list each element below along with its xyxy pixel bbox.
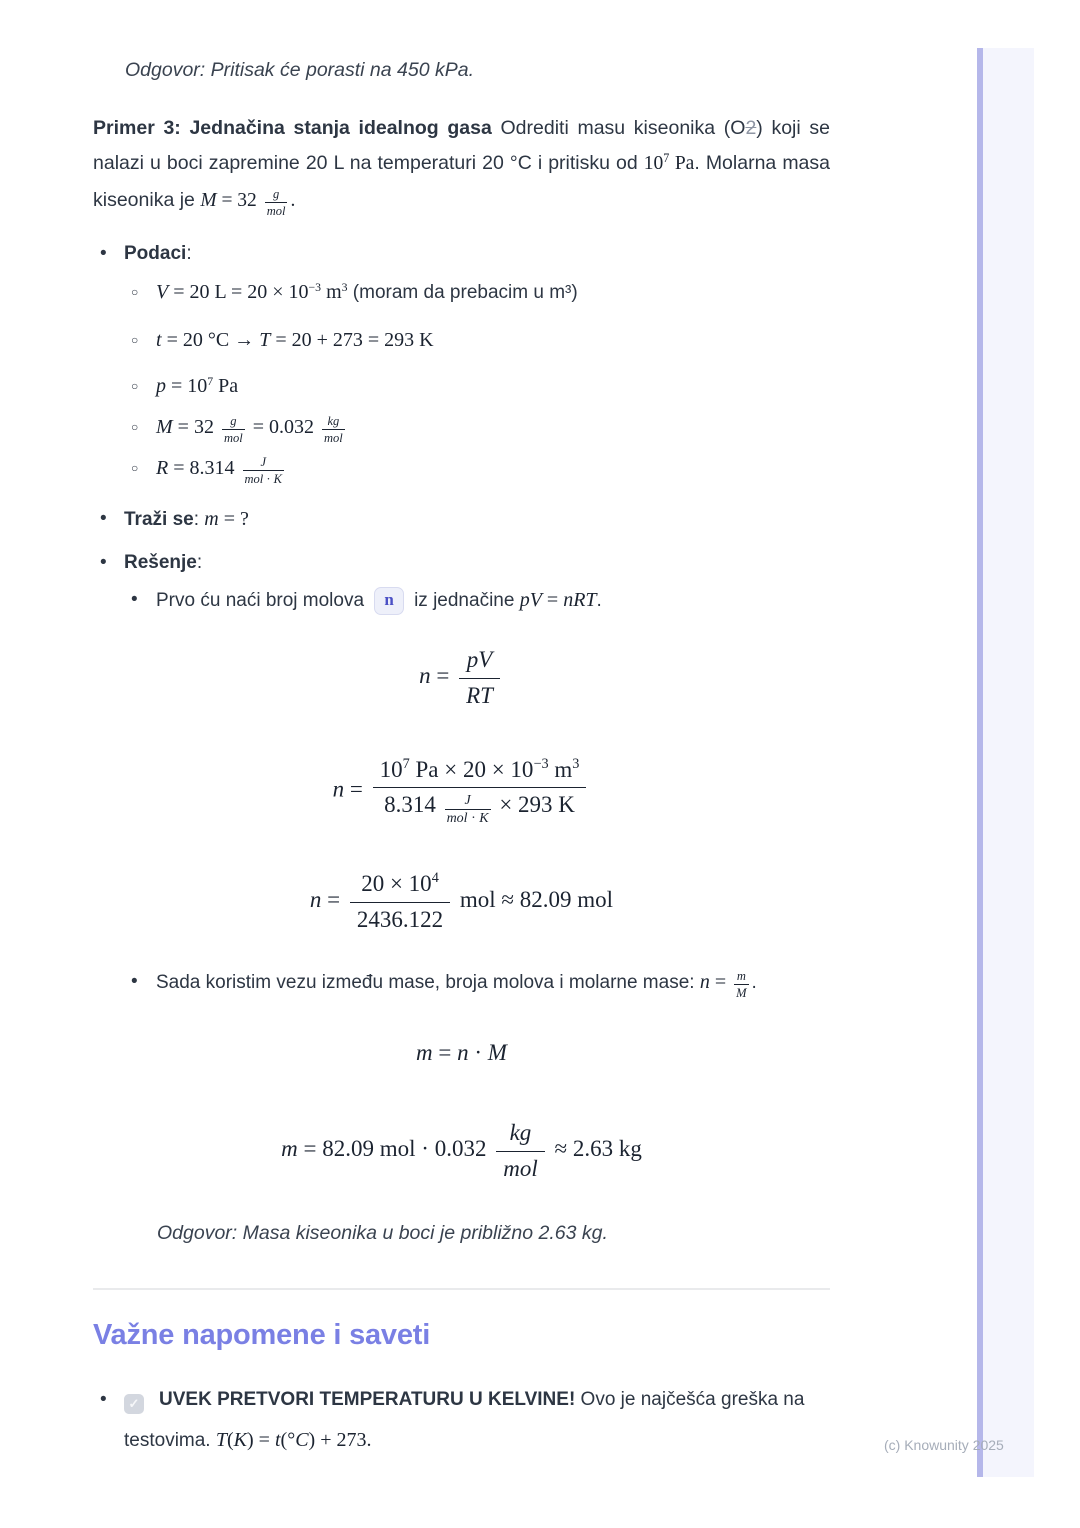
formula [93,1118,830,1184]
bullet-icon: • [131,971,138,993]
fraction [350,869,450,935]
text-run: = ? [218,508,249,530]
list-item [124,372,830,403]
text-run: : [196,552,203,573]
fraction-denominator [496,1152,545,1184]
text-run: m [736,969,746,984]
text-run: t [274,1428,281,1451]
text-run: ) koji se nalazi u boci zapremine 20 L na temperaturi 20 °C i pritisku od [93,117,830,174]
fraction-numerator [496,1118,545,1152]
text-run: m [204,508,219,530]
text-run: Pa × 20 × 10 [409,756,534,782]
fraction [459,645,500,711]
text-run: · [467,811,480,827]
right-page-edge-panel [977,48,1034,1477]
text-run: = [541,589,564,611]
text-run: mol [223,431,243,445]
text-run: m [548,756,573,782]
text-run: RT [466,682,493,708]
paragraph [93,111,830,218]
text-run: g [230,414,237,428]
text-run: ≈ 2.63 kg [548,1136,642,1162]
text-run: R [156,457,169,479]
fraction-numerator [459,645,500,679]
text-run: 7 [663,150,670,165]
text-run: = 0.032 [247,416,319,438]
formula [93,645,830,711]
text-run: . [596,590,602,611]
list-item [124,413,830,445]
fraction-numerator [445,793,491,811]
fraction [265,187,288,218]
text-run: 10 [379,756,403,782]
list-item-text [156,968,830,1000]
text-run: = [344,776,369,801]
divider [93,1288,830,1290]
fraction-denominator [350,903,450,935]
text-run: J [464,792,471,808]
text-run: Primer 3: Jednačina stanja idealnog gasa [93,117,492,139]
text-run: = 20 °C → [161,329,260,351]
text-run: J [260,455,267,469]
text-run: : [193,509,205,530]
fraction-denominator [445,810,491,827]
list-item-text [156,586,830,615]
text-run: M [156,416,173,438]
section-heading: Važne napomene i saveti [93,1318,431,1351]
list-item-text [124,1380,830,1461]
text-run: 4 [431,870,439,887]
text-run: m [281,1136,298,1162]
text-run: mol [323,431,343,445]
text-run: Traži se [124,509,194,530]
text-run: Odgovor: Masa kiseonika u boci je približno 2.63 kg. [157,1221,608,1244]
text-run: T [259,329,271,351]
fraction [496,1118,545,1184]
text-run: 10 [643,153,664,174]
text-run: 20 × 10 [361,870,432,896]
text-run: ) = [247,1428,275,1451]
checked-checkbox-icon: ✓ [124,1394,144,1414]
text-run: = 20 L = 20 × 10 [168,281,309,303]
fraction-numerator [222,414,245,430]
text-run: n [457,1040,469,1066]
text-run: n [419,663,431,689]
text-run: M [736,986,747,1001]
text-run: × 293 K [493,792,575,818]
fraction-denominator [222,430,245,445]
text-run: = 20 + 273 = 293 K [270,329,434,351]
text-run: m [321,281,342,303]
text-run: Sada koristim vezu između mase, broja molova i molarne mase: [156,972,700,994]
text-run: = [432,1040,458,1066]
text-run: (moram da prebacim u m³) [347,282,578,303]
text-run: = [321,886,346,912]
text-run: −3 [308,280,322,294]
text-run: 3 [341,280,348,294]
text-run: mol [244,472,264,486]
fraction-numerator [265,187,288,203]
text-run: mol ≈ 82.09 mol [454,886,614,912]
fraction-numerator [373,755,587,789]
text-run: kg [509,1120,532,1146]
list-item [124,586,830,615]
text-run: · [468,1040,488,1066]
text-run: g [272,187,280,201]
text-run: . [751,972,757,994]
text-run: n [332,776,345,801]
list-item-text [156,326,830,355]
circle-bullet-icon: ○ [131,333,139,347]
text-run: mol [266,204,286,218]
text-run: . [290,190,296,211]
text-run: pV [466,647,493,672]
text-run: = 10 [166,375,208,397]
checklist-item [93,1380,830,1461]
text-run: 2 [745,117,757,139]
fraction [322,414,345,445]
bullet-icon: • [100,243,107,264]
inline-code-chip: n [374,587,403,615]
fraction [243,455,285,486]
text-run: kg [327,414,340,428]
bullet-icon: • [100,1388,107,1410]
formula [93,755,830,827]
text-run: V [156,281,169,303]
text-run: iz jednačine [408,590,520,611]
text-run: · [263,472,274,486]
text-run: T [215,1428,227,1451]
fraction-denominator [322,430,345,445]
fraction-numerator [350,869,450,903]
text-run: t [156,329,162,351]
text-run: K [273,472,283,486]
list-item [124,278,830,309]
text-run: Rešenje [124,552,197,573]
text-run: Pa [669,153,695,174]
text-run: : [186,243,192,264]
list-item [93,240,830,268]
text-run: 7 [402,755,410,772]
text-run: 2436.122 [356,906,444,932]
fraction-denominator [243,471,285,486]
text-run: Podaci [124,243,187,264]
circle-bullet-icon: ○ [131,420,139,434]
text-run: n [309,886,322,912]
circle-bullet-icon: ○ [131,379,139,393]
text-run: Ovo je najčešća greška na testovima. [124,1388,805,1451]
fraction-numerator [322,414,345,430]
text-run: M [487,1040,507,1066]
bullet-icon: • [131,589,138,610]
list-item [93,505,830,534]
text-run: p [156,375,166,397]
list-item [124,968,830,1000]
list-item-text [156,278,830,309]
circle-bullet-icon: ○ [131,461,139,475]
text-run: 3 [572,755,580,772]
list-item-text [124,549,830,577]
fraction-denominator [459,679,500,711]
list-item-text [156,413,830,445]
text-run: Odgovor: Pritisak će porasti na 450 kPa. [125,59,475,81]
text-run: Pa [213,375,239,397]
text-run: nRT [563,589,597,611]
text-run: = [709,971,732,994]
list-item [124,454,830,486]
fraction-denominator [265,203,288,218]
text-run: = 8.314 [168,457,240,479]
text-run: n [699,971,710,994]
list-item-text [124,505,830,534]
bullet-icon: • [100,508,107,529]
text-run: K [479,811,489,827]
text-run: Odrediti masu kiseonika (O [491,117,746,139]
text-run: pV [519,589,542,611]
text-run: Prvo ću naći broj molova [156,590,370,611]
fraction [734,969,748,1000]
text-run: K [233,1428,248,1451]
list-item [93,549,830,577]
text-run: = [430,663,456,689]
text-run: 7 [207,374,214,388]
text-run: m [416,1040,433,1066]
fraction-denominator [373,788,587,827]
text-run: ( [227,1428,234,1451]
text-run: 8.314 [384,792,442,818]
answer-line [125,57,830,83]
text-run: M [200,190,217,211]
fraction-denominator [734,985,748,1000]
text-run: C [295,1428,309,1451]
formula [93,869,830,935]
text-run: mol [503,1156,538,1182]
text-run: = 32 [172,416,219,438]
document-content [93,0,830,1461]
fraction-numerator [734,969,748,985]
watermark: (c) Knowunity 2025 [884,1437,1004,1453]
text-run: . Molarna masa kiseonika je [93,152,830,211]
fraction [445,793,491,827]
text-run: ) + 273. [308,1428,372,1451]
text-run: mol [446,811,468,827]
text-run: (° [280,1428,296,1451]
fraction-numerator [243,455,285,471]
answer-line [157,1220,830,1246]
text-run: = 32 [216,190,262,211]
fraction [222,414,245,445]
list-item [124,326,830,355]
formula [93,1038,830,1068]
list-item-text [156,372,830,403]
list-item-text [124,240,830,268]
list-item-text [156,454,830,486]
circle-bullet-icon: ○ [131,285,139,299]
bullet-icon: • [100,552,107,573]
text-run: = 82.09 mol · 0.032 [297,1136,493,1162]
fraction [373,755,587,827]
text-run: −3 [533,755,549,772]
text-run: UVEK PRETVORI TEMPERATURU U KELVINE! [159,1388,576,1410]
